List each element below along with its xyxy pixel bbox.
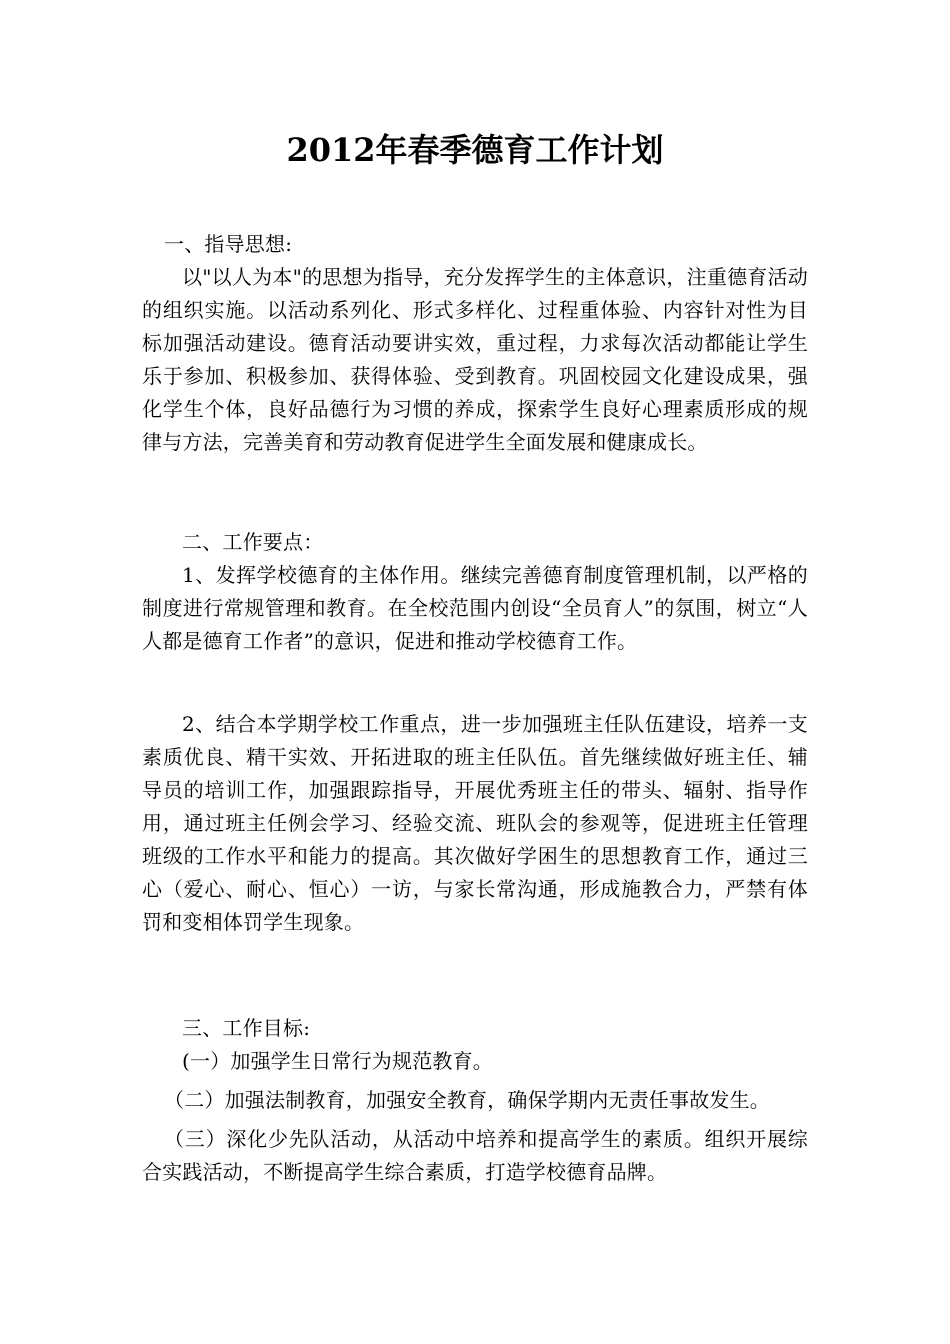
section-1-heading: 一、指导思想:: [164, 232, 293, 256]
document-title: 2012年春季德育工作计划: [286, 131, 664, 169]
section-3-item-3: （三）深化少先队活动，从活动中培养和提高学生的素质。组织开展综合实践活动，不断提高学生综合素质，打造学校德育品牌。: [142, 1127, 808, 1184]
section-3-item-1: (一）加强学生日常行为规范教育。: [182, 1049, 494, 1073]
section-3-heading: 三、工作目标:: [182, 1016, 311, 1040]
section-2-heading: 二、工作要点：: [182, 530, 324, 554]
section-3-item-2: （二）加强法制教育，加强安全教育，确保学期内无责任事故发生。: [164, 1088, 770, 1112]
section-2-point-1: 1、发挥学校德育的主体作用。继续完善德育制度管理机制，以严格的制度进行常规管理和教育。在全校范围内创设“全员育人”的氛围，树立“人人都是德育工作者”的意识，促进和推动学校德育工作。: [142, 563, 808, 653]
section-2-point-2: 2、结合本学期学校工作重点，进一步加强班主任队伍建设，培养一支素质优良、精干实效、开拓进取的班主任队伍。首先继续做好班主任、辅导员的培训工作，加强跟踪指导，开展优秀班主任的带头、辐射、指导作用，通过班主任例会学习、经验交流、班队会的参观等，促进班主任管理班级的工作水平和能力的提高。其次做好学困生的思想教育工作，通过三心（爱心、耐心、恒心）一访，与家长常沟通，形成施教合力，严禁有体罚和变相体罚学生现象。: [142, 712, 808, 934]
section-1-body: 以"以人为本"的思想为指导，充分发挥学生的主体意识，注重德育活动的组织实施。以活动系列化、形式多样化、过程重体验、内容针对性为目标加强活动建设。德育活动要讲实效，重过程，力求每次活动都能让学生乐于参加、积极参加、获得体验、受到教育。巩固校园文化建设成果，强化学生个体，良好品德行为习惯的养成，探索学生良好心理素质形成的规律与方法，完善美育和劳动教育促进学生全面发展和健康成长。: [142, 265, 808, 454]
